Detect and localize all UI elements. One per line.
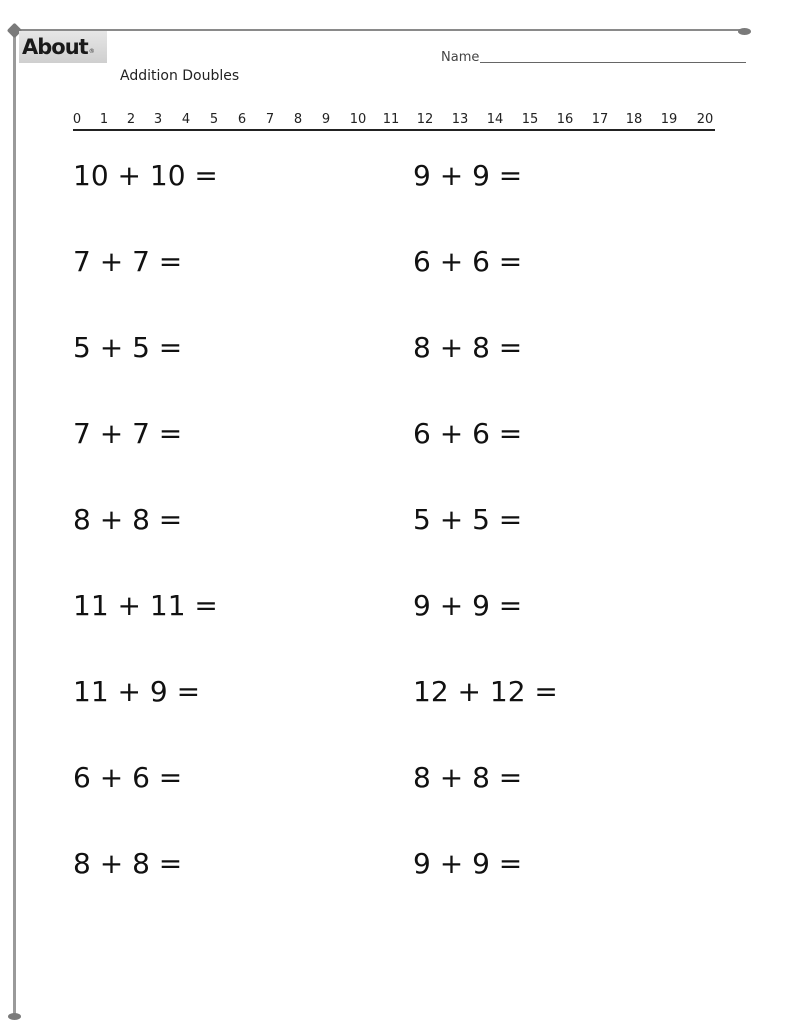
number-line-tick: 20 [696,112,714,127]
problem-right-4: 6 + 6 = [413,417,523,450]
number-line-tick: 1 [99,112,109,127]
number-line-tick: 2 [126,112,136,127]
corner-dot-top-right [738,28,751,35]
number-line-tick: 17 [591,112,609,127]
problem-right-1: 9 + 9 = [413,159,523,192]
number-line-tick: 4 [181,112,191,127]
number-line-tick: 12 [416,112,434,127]
problem-right-8: 8 + 8 = [413,761,523,794]
corner-dot-bottom-left [8,1013,21,1020]
problem-right-7: 12 + 12 = [413,675,558,708]
logo-text: About [22,35,88,59]
problem-left-6: 11 + 11 = [73,589,218,622]
problem-right-5: 5 + 5 = [413,503,523,536]
problem-left-9: 8 + 8 = [73,847,183,880]
number-line-tick: 18 [625,112,643,127]
problem-right-2: 6 + 6 = [413,245,523,278]
number-line-tick: 15 [521,112,539,127]
logo-trademark: ® [88,48,95,55]
problem-left-1: 10 + 10 = [73,159,218,192]
top-border-line [14,29,746,31]
number-line-rule [73,129,715,131]
problem-left-5: 8 + 8 = [73,503,183,536]
number-line-tick: 10 [349,112,367,127]
number-line-tick: 3 [153,112,163,127]
name-field [441,50,746,65]
problem-left-2: 7 + 7 = [73,245,183,278]
number-line-tick: 19 [660,112,678,127]
worksheet-title: Addition Doubles [120,68,240,84]
problem-right-3: 8 + 8 = [413,331,523,364]
number-line-tick: 13 [451,112,469,127]
number-line-tick: 14 [486,112,504,127]
about-logo [19,31,107,63]
problem-left-8: 6 + 6 = [73,761,183,794]
left-border-line [13,29,16,1017]
number-line-tick: 6 [237,112,247,127]
number-line-tick: 11 [382,112,400,127]
name-blank-line [480,62,746,63]
problem-left-7: 11 + 9 = [73,675,201,708]
name-label: Name [441,50,480,65]
problem-left-3: 5 + 5 = [73,331,183,364]
number-line-tick: 8 [293,112,303,127]
number-line [73,112,715,132]
number-line-tick: 9 [321,112,331,127]
number-line-tick: 0 [72,112,82,127]
number-line-tick: 5 [209,112,219,127]
problem-right-9: 9 + 9 = [413,847,523,880]
problem-left-4: 7 + 7 = [73,417,183,450]
problem-right-6: 9 + 9 = [413,589,523,622]
number-line-tick: 16 [556,112,574,127]
number-line-tick: 7 [265,112,275,127]
